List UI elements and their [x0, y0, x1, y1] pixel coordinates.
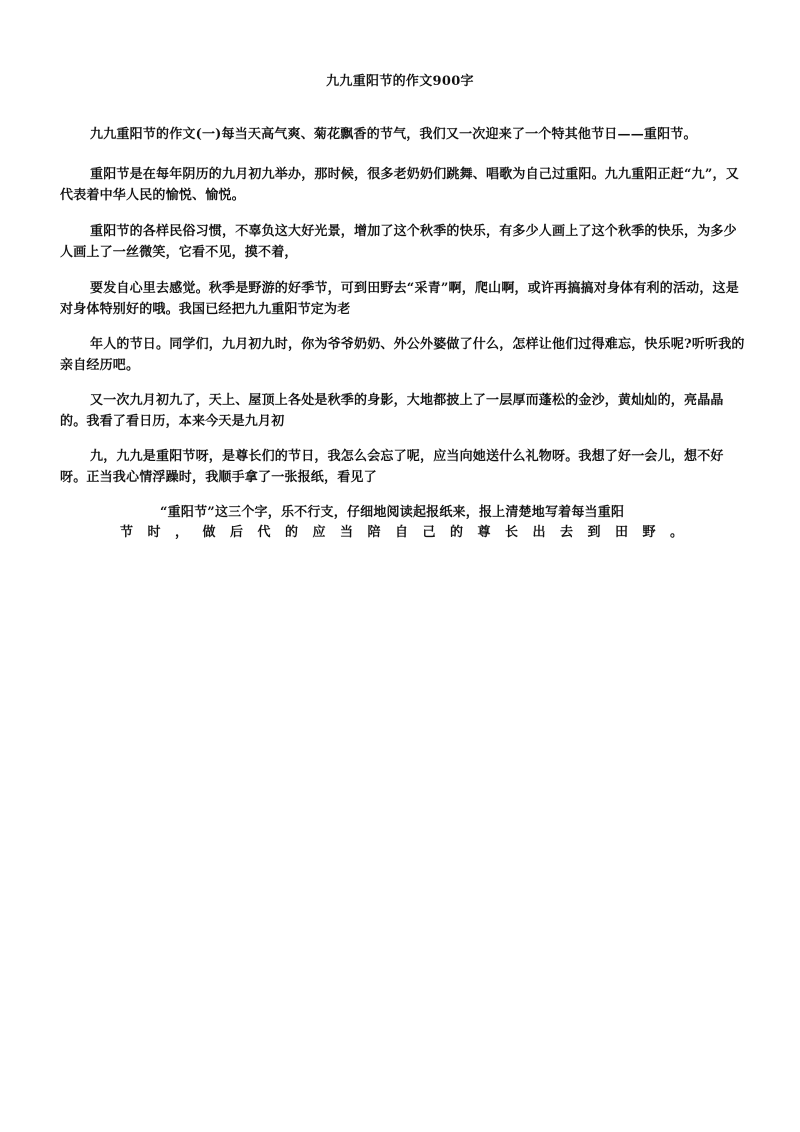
- paragraph-7: 九，九九是重阳节呀，是尊长们的节日，我怎么会忘了呢，应当向她送什么礼物呀。我想了好一会儿，想不好呀。正当我心情浮躁时，我顺手拿了一张报纸，看见了: [60, 449, 724, 485]
- paragraph-3: 重阳节的各样民俗习惯，不辜负这大好光景，增加了这个秋季的快乐，有多少人画上了这个秋季的快乐，为多少人画上了一丝微笑，它看不见，摸不着，: [60, 224, 737, 260]
- paragraph-2: 重阳节是在每年阴历的九月初九举办，那时候，很多老奶奶们跳舞、唱歌为自己过重阳。九九重阳正赶“九”，又代表着中华人民的愉悦、愉悦。: [60, 167, 739, 203]
- paragraph-5: 年人的节日。同学们，九月初九时，你为爷爷奶奶、外公外婆做了什么，怎样让他们过得难忘，快乐呢?听听我的亲自经历吧。: [60, 337, 745, 373]
- document-title: 九九重阳节的作文900字: [326, 74, 474, 89]
- paragraph-6: 又一次九月初九了，天上、屋顶上各处是秋季的身影，大地都披上了一层厚而蓬松的金沙，黄灿灿的，亮晶晶的。我看了看日历，本来今天是九月初: [60, 393, 724, 429]
- closing-line-2: 节时，做后代的应当陪自己的尊长出去到田野。: [120, 525, 698, 540]
- paragraph-4: 要发自心里去感觉。秋季是野游的好季节，可到田野去“采青”啊，爬山啊，或许再搞搞对身体有利的活动，这是对身体特别好的哦。我国已经把九九重阳节定为老: [60, 281, 739, 317]
- closing-line-1: “重阳节”这三个字，乐不行支，仔细地阅读起报纸来，报上清楚地写着每当重阳: [160, 505, 625, 520]
- paragraph-1: 九九重阳节的作文(一)每当天高气爽、菊花飘香的节气，我们又一次迎来了一个特其他节日——重阳节。: [90, 127, 697, 142]
